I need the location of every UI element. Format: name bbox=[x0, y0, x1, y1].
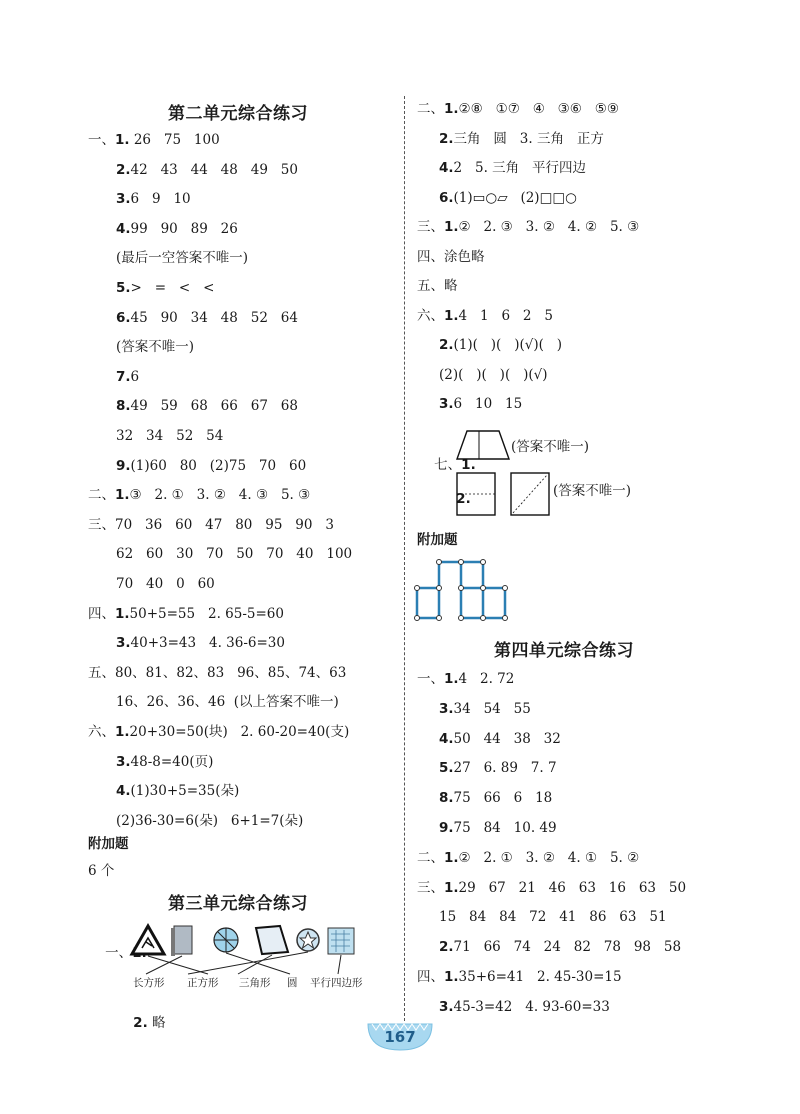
question-answer: 4 2. 72 bbox=[458, 671, 515, 687]
question-lead: 四、 bbox=[88, 605, 115, 622]
shape-label-parallelogram: 平行四边形 bbox=[310, 977, 363, 989]
square-split-figures bbox=[455, 471, 555, 517]
unit2-line bbox=[116, 545, 352, 563]
question-number: 3. bbox=[116, 635, 131, 652]
question-lead: 二、 bbox=[417, 101, 444, 117]
question-answer: 6 bbox=[130, 368, 140, 385]
unit3-line bbox=[417, 218, 639, 236]
question-answer: 2 5. 三角 平行四边 bbox=[453, 160, 587, 176]
question-number: 1. bbox=[115, 132, 130, 148]
circle-picture bbox=[214, 928, 238, 952]
unit2-line bbox=[116, 338, 194, 356]
unit2-line bbox=[116, 249, 248, 267]
parallelogram-picture bbox=[256, 926, 288, 954]
question-number: 1. bbox=[444, 307, 459, 324]
question-answer: 50 44 38 32 bbox=[453, 730, 561, 747]
question-number: 4. bbox=[116, 220, 131, 237]
unit4-line bbox=[439, 730, 561, 748]
unit4-line bbox=[417, 849, 639, 867]
unit2-line bbox=[116, 279, 214, 297]
question-answer: 62 60 30 70 50 70 40 100 bbox=[116, 546, 353, 563]
unit3-line bbox=[417, 248, 485, 266]
question-answer: 略 bbox=[444, 278, 458, 294]
shape-label-square: 正方形 bbox=[187, 977, 219, 989]
question-answer: 略 bbox=[152, 1015, 166, 1031]
question-number: 6. bbox=[116, 309, 131, 326]
question-answer: 16、26、36、46 (以上答案不唯一) bbox=[116, 694, 339, 711]
question-answer: ②⑧ ①⑦ ④ ③⑥ ⑤⑨ bbox=[458, 101, 619, 117]
question-answer: ② 2. ① 3. ② 4. ① 5. ② bbox=[458, 849, 640, 866]
unit2-line bbox=[88, 486, 310, 504]
question-answer: 80、81、82、83 96、85、74、63 bbox=[115, 664, 347, 681]
question-lead: 二、 bbox=[417, 849, 444, 866]
question-answer: 涂色略 bbox=[444, 248, 485, 265]
question-number: 3. bbox=[439, 998, 454, 1015]
unit2-line bbox=[88, 516, 334, 534]
question-answer: > = < < bbox=[130, 280, 215, 296]
question-lead: 二、 bbox=[88, 487, 115, 504]
question-lead: 三、 bbox=[417, 219, 444, 235]
question-answer: 27 6. 89 7. 7 bbox=[453, 760, 557, 777]
question-number: 1. bbox=[444, 671, 459, 687]
unit4-line bbox=[439, 998, 610, 1016]
question-answer: (答案不唯一) bbox=[116, 339, 195, 356]
question-answer: 32 34 52 54 bbox=[116, 428, 224, 444]
question-answer: 15 84 84 72 41 86 63 51 bbox=[439, 909, 667, 926]
question-number: 8. bbox=[439, 790, 454, 807]
question-lead: 六、 bbox=[417, 307, 444, 324]
unit2-line bbox=[116, 812, 303, 830]
question-lead: 五、 bbox=[88, 664, 115, 681]
unit2-bonus-answer: 6 个 bbox=[88, 863, 115, 879]
unit2-line bbox=[116, 368, 139, 386]
question-number: 3. bbox=[116, 753, 131, 770]
unit2-line bbox=[116, 693, 339, 711]
q7-2-note: (答案不唯一) bbox=[553, 483, 632, 499]
question-answer: 48-8=40(页) bbox=[130, 753, 214, 770]
shape-label-triangle: 三角形 bbox=[239, 977, 271, 989]
question-number: 4. bbox=[116, 783, 131, 800]
unit2-line bbox=[116, 190, 191, 208]
question-number: 1. bbox=[444, 849, 459, 866]
unit2-line bbox=[116, 309, 298, 327]
unit3-line bbox=[439, 366, 547, 384]
question-number: 3. bbox=[439, 700, 454, 717]
question-lead: 七、 bbox=[434, 457, 462, 473]
question-answer: 49 59 68 66 67 68 bbox=[130, 398, 298, 415]
unit2-bonus-title: 附加题 bbox=[88, 836, 129, 852]
question-lead: 一、 bbox=[417, 671, 444, 687]
unit4-line bbox=[439, 759, 557, 777]
unit2-line bbox=[116, 457, 306, 475]
unit2-line bbox=[116, 397, 298, 415]
question-number: 6. bbox=[439, 189, 454, 206]
unit3-line bbox=[439, 189, 577, 207]
question-answer: 45 90 34 48 52 64 bbox=[130, 309, 298, 326]
unit2-line bbox=[116, 634, 285, 652]
map-square-picture bbox=[328, 928, 354, 954]
unit4-line bbox=[439, 789, 552, 807]
question-answer: (2)36-30=6(朵) 6+1=7(朵) bbox=[116, 812, 304, 829]
question-answer: 6 10 15 bbox=[453, 396, 523, 412]
unit4-title: 第四单元综合练习 bbox=[494, 641, 634, 661]
question-answer: (2)( )( )( )(√) bbox=[439, 366, 548, 383]
question-number: 2. bbox=[116, 161, 131, 178]
unit2-line bbox=[116, 753, 213, 771]
road-sign-triangle-picture bbox=[132, 926, 164, 954]
shape-label-rectangle: 长方形 bbox=[133, 977, 165, 989]
trapezoid-figure bbox=[455, 428, 511, 462]
question-number: 5. bbox=[116, 280, 131, 296]
question-number: 8. bbox=[116, 398, 131, 415]
unit2-line bbox=[116, 575, 215, 593]
question-number: 1. bbox=[444, 969, 459, 985]
unit3-line bbox=[417, 100, 619, 118]
question-answer: 45-3=42 4. 93-60=33 bbox=[453, 998, 610, 1015]
question-number: 5. bbox=[439, 760, 454, 777]
column-divider bbox=[404, 96, 405, 1021]
question-answer: 26 75 100 bbox=[129, 132, 220, 148]
star-badge-picture bbox=[297, 929, 319, 951]
question-number: 4. bbox=[439, 730, 454, 747]
unit4-line bbox=[417, 670, 514, 688]
question-answer: 50+5=55 2. 65-5=60 bbox=[129, 605, 284, 622]
question-answer: 99 90 89 26 bbox=[130, 220, 238, 237]
q7-1-note: (答案不唯一) bbox=[511, 439, 590, 455]
question-answer: (1)( )( )(√)( ) bbox=[453, 337, 563, 353]
unit3-line bbox=[439, 336, 562, 354]
question-number: 4. bbox=[439, 160, 454, 176]
question-number: 1. bbox=[461, 457, 476, 473]
unit3-line bbox=[439, 159, 586, 177]
unit4-line bbox=[417, 968, 622, 986]
question-lead: 四、 bbox=[417, 969, 444, 985]
unit4-line bbox=[439, 700, 531, 718]
unit3-line bbox=[417, 307, 553, 325]
unit4-line bbox=[439, 908, 667, 926]
question-number: 1. bbox=[115, 487, 130, 504]
unit2-line bbox=[88, 131, 220, 149]
question-lead: 五、 bbox=[417, 278, 444, 294]
question-answer: 75 84 10. 49 bbox=[453, 820, 557, 836]
question-lead: 三、 bbox=[417, 879, 444, 896]
question-number: 2. bbox=[456, 491, 471, 507]
matching-lines bbox=[146, 952, 341, 974]
question-number: 2. bbox=[439, 337, 454, 353]
unit4-line bbox=[439, 819, 557, 837]
question-answer: ③ 2. ① 3. ② 4. ③ 5. ③ bbox=[129, 487, 311, 504]
shape-label-circle: 圆 bbox=[287, 977, 298, 989]
unit2-line bbox=[88, 605, 284, 623]
question-answer: (最后一空答案不唯一) bbox=[116, 250, 249, 267]
unit3-line bbox=[439, 130, 604, 148]
question-number: 1. bbox=[444, 219, 459, 235]
book-picture bbox=[171, 926, 192, 956]
unit2-line bbox=[88, 723, 349, 741]
question-answer: 20+30=50(块) 2. 60-20=40(支) bbox=[129, 724, 350, 740]
unit2-line bbox=[116, 161, 298, 179]
question-answer: 70 36 60 47 80 95 90 3 bbox=[115, 516, 334, 533]
question-answer: 6 9 10 bbox=[130, 191, 191, 208]
question-answer: 75 66 6 18 bbox=[453, 790, 553, 807]
unit3-q2 bbox=[116, 996, 166, 1050]
unit3-title: 第三单元综合练习 bbox=[168, 894, 308, 914]
question-lead: 三、 bbox=[88, 516, 115, 533]
unit2-title: 第二单元综合练习 bbox=[168, 104, 308, 124]
unit2-line bbox=[88, 664, 346, 682]
question-lead: 一、 bbox=[105, 945, 133, 961]
question-answer: 40+3=43 4. 36-6=30 bbox=[130, 635, 285, 652]
question-lead: 六、 bbox=[88, 724, 115, 740]
question-number: 9. bbox=[116, 457, 131, 474]
question-answer: (1)60 80 (2)75 70 60 bbox=[130, 457, 307, 474]
question-number: 1. bbox=[444, 101, 459, 117]
page-number: 167 bbox=[384, 1028, 416, 1046]
question-number: 1. bbox=[444, 879, 459, 896]
unit4-line bbox=[439, 938, 681, 956]
question-number: 9. bbox=[439, 820, 454, 836]
unit3-line bbox=[439, 395, 522, 413]
question-answer: 29 67 21 46 63 16 63 50 bbox=[458, 879, 687, 896]
question-number: 1. bbox=[115, 724, 130, 740]
question-answer: 42 43 44 48 49 50 bbox=[130, 161, 298, 178]
question-number: 3. bbox=[116, 191, 131, 208]
unit3-bonus-title: 附加题 bbox=[417, 532, 458, 548]
question-answer: 70 40 0 60 bbox=[116, 576, 215, 592]
page-number-badge bbox=[366, 1022, 434, 1052]
question-answer: 三角 圆 3. 三角 正方 bbox=[453, 130, 604, 147]
unit2-line bbox=[116, 427, 223, 445]
question-number: 2. bbox=[133, 1015, 148, 1031]
question-number: 2. bbox=[439, 939, 454, 956]
question-answer: ② 2. ③ 3. ② 4. ② 5. ③ bbox=[458, 219, 640, 235]
unit3-line bbox=[417, 277, 458, 295]
question-lead: 四、 bbox=[417, 248, 444, 265]
question-answer: 71 66 74 24 82 78 98 58 bbox=[453, 939, 682, 956]
unit4-line bbox=[417, 879, 686, 897]
question-number: 7. bbox=[116, 368, 131, 385]
question-answer: 35+6=41 2. 45-30=15 bbox=[458, 969, 622, 985]
unit2-line bbox=[116, 220, 238, 238]
matchstick-figure bbox=[413, 558, 513, 624]
question-number: 1. bbox=[115, 605, 130, 622]
question-answer: 34 54 55 bbox=[453, 700, 531, 717]
question-answer: (1)30+5=35(朵) bbox=[130, 783, 240, 800]
question-number: 2. bbox=[439, 130, 454, 147]
question-lead: 一、 bbox=[88, 132, 115, 148]
question-answer: (1)▭○▱ (2)□□○ bbox=[453, 189, 577, 206]
unit2-line bbox=[116, 782, 239, 800]
question-answer: 4 1 6 2 5 bbox=[458, 307, 553, 324]
question-number: 3. bbox=[439, 396, 454, 412]
